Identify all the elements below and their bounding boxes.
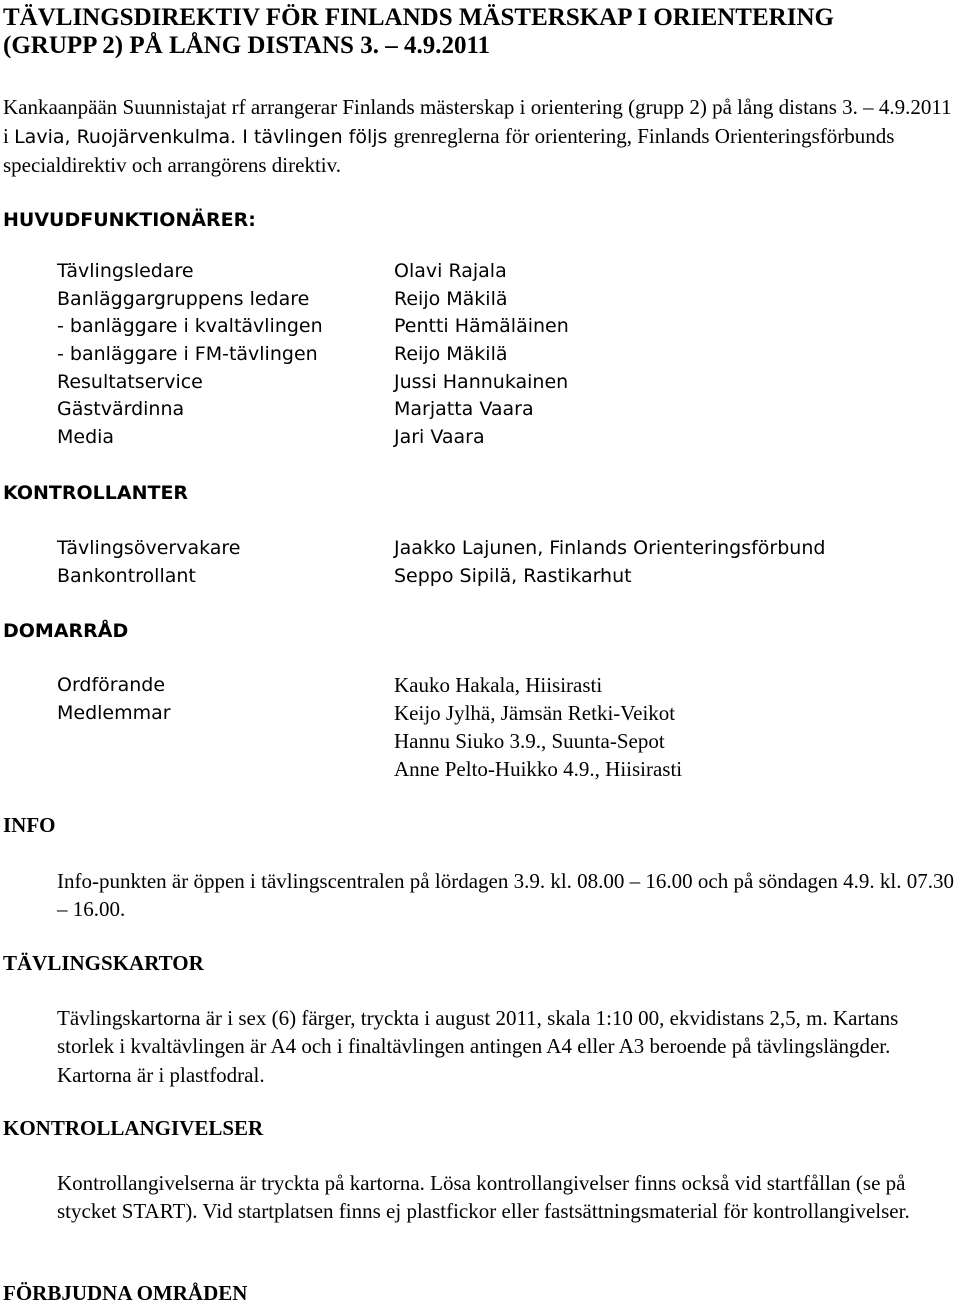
info-paragraph: Info-punkten är öppen i tävlingscentralen på lördagen 3.9. kl. 08.00 – 16.00 och på söndagen 4.9. kl. 07.30 – 16.00. bbox=[57, 869, 954, 922]
intro-text-3: grenreglerna för orientering, Finlands Orienteringsförbunds specialdirektiv och arrangörens direktiv. bbox=[3, 123, 895, 177]
official-name: Marjatta Vaara bbox=[394, 398, 534, 421]
jury-member-name: Kauko Hakala, Hiisirasti bbox=[394, 673, 603, 697]
official-name: Olavi Rajala bbox=[394, 260, 507, 282]
official-row bbox=[57, 341, 569, 369]
jury-role-row bbox=[57, 672, 394, 700]
official-role: Tävlingsledare bbox=[57, 260, 194, 282]
control-descriptions-paragraph: Kontrollangivelserna är tryckta på kartorna. Lösa kontrollangivelser finns också vid startfållan (se på stycket START). Vid startplatsen finns ej plastfickor eller fastsättningsmaterial för kontrollangivelser. bbox=[57, 1171, 910, 1224]
jury-member-name: Anne Pelto-Huikko 4.9., Hiisirasti bbox=[394, 757, 683, 781]
official-row bbox=[57, 396, 569, 424]
official-role: - banläggare i kvaltävlingen bbox=[57, 315, 323, 338]
official-row bbox=[57, 369, 569, 397]
official-name: Reijo Mäkilä bbox=[394, 287, 508, 310]
section-heading-forbjudna-omraden: FÖRBJUDNA OMRÅDEN bbox=[3, 1281, 248, 1305]
controller-row bbox=[57, 535, 825, 563]
title-line-2: (GRUPP 2) PÅ LÅNG DISTANS 3. – 4.9.2011 bbox=[3, 32, 491, 59]
intro-text-1: Kankaanpään Suunnistajat rf arrangerar Finlands mästerskap i orientering (grupp 2) på lång distans 3. – 4.9.2011 i bbox=[3, 95, 952, 148]
section-heading-domarrad: DOMARRÅD bbox=[3, 620, 129, 642]
official-role: - banläggare i FM-tävlingen bbox=[57, 343, 318, 366]
jury-role: Medlemmar bbox=[57, 701, 171, 724]
jury-roles bbox=[57, 672, 394, 727]
controllers-list bbox=[57, 535, 825, 590]
controller-role: Bankontrollant bbox=[57, 564, 196, 587]
official-name: Reijo Mäkilä bbox=[394, 343, 508, 366]
intro-paragraph bbox=[3, 93, 960, 180]
jury-role-row bbox=[57, 700, 394, 728]
section-heading-huvudfunktionarer: HUVUDFUNKTIONÄRER: bbox=[3, 209, 256, 231]
official-role: Gästvärdinna bbox=[57, 398, 185, 421]
document-title bbox=[3, 4, 958, 60]
section-heading-kontrollangivelser: KONTROLLANGIVELSER bbox=[3, 1116, 264, 1140]
official-name: Jussi Hannukainen bbox=[394, 370, 569, 393]
officials-list bbox=[57, 258, 569, 452]
official-row bbox=[57, 258, 569, 286]
jury-member-name: Keijo Jylhä, Jämsän Retki-Veikot bbox=[394, 701, 676, 725]
official-role: Resultatservice bbox=[57, 370, 203, 393]
section-heading-info: INFO bbox=[3, 813, 56, 837]
official-row bbox=[57, 424, 569, 452]
official-role: Banläggargruppens ledare bbox=[57, 287, 310, 310]
jury-role: Ordförande bbox=[57, 674, 166, 696]
intro-text-2: Lavia, Ruojärvenkulma. I tävlingen följs bbox=[14, 125, 394, 148]
official-name: Jari Vaara bbox=[394, 426, 485, 449]
controller-row bbox=[57, 563, 825, 591]
controller-role: Tävlingsövervakare bbox=[57, 537, 241, 559]
official-role: Media bbox=[57, 426, 115, 449]
controller-name: Seppo Sipilä, Rastikarhut bbox=[394, 564, 632, 587]
section-heading-kontrollanter: KONTROLLANTER bbox=[3, 482, 189, 504]
section-heading-tavlingskartor: TÄVLINGSKARTOR bbox=[3, 951, 204, 975]
maps-paragraph: Tävlingskartorna är i sex (6) färger, tryckta i august 2011, skala 1:10 00, ekvidistans 2,5, m. Kartans storlek i kvaltävlingen är A4 och i finaltävlingen antingen A4 eller A3 beroende på tävlingslängder. Kartorna är i plastfodral. bbox=[57, 1006, 899, 1087]
jury-member-name: Hannu Siuko 3.9., Suunta-Sepot bbox=[394, 729, 665, 753]
official-name: Pentti Hämäläinen bbox=[394, 315, 569, 338]
controller-name: Jaakko Lajunen, Finlands Orienteringsförbund bbox=[394, 537, 826, 559]
title-line-1: TÄVLINGSDIREKTIV FÖR FINLANDS MÄSTERSKAP I ORIENTERING bbox=[3, 4, 834, 31]
official-row bbox=[57, 313, 569, 341]
official-row bbox=[57, 286, 569, 314]
